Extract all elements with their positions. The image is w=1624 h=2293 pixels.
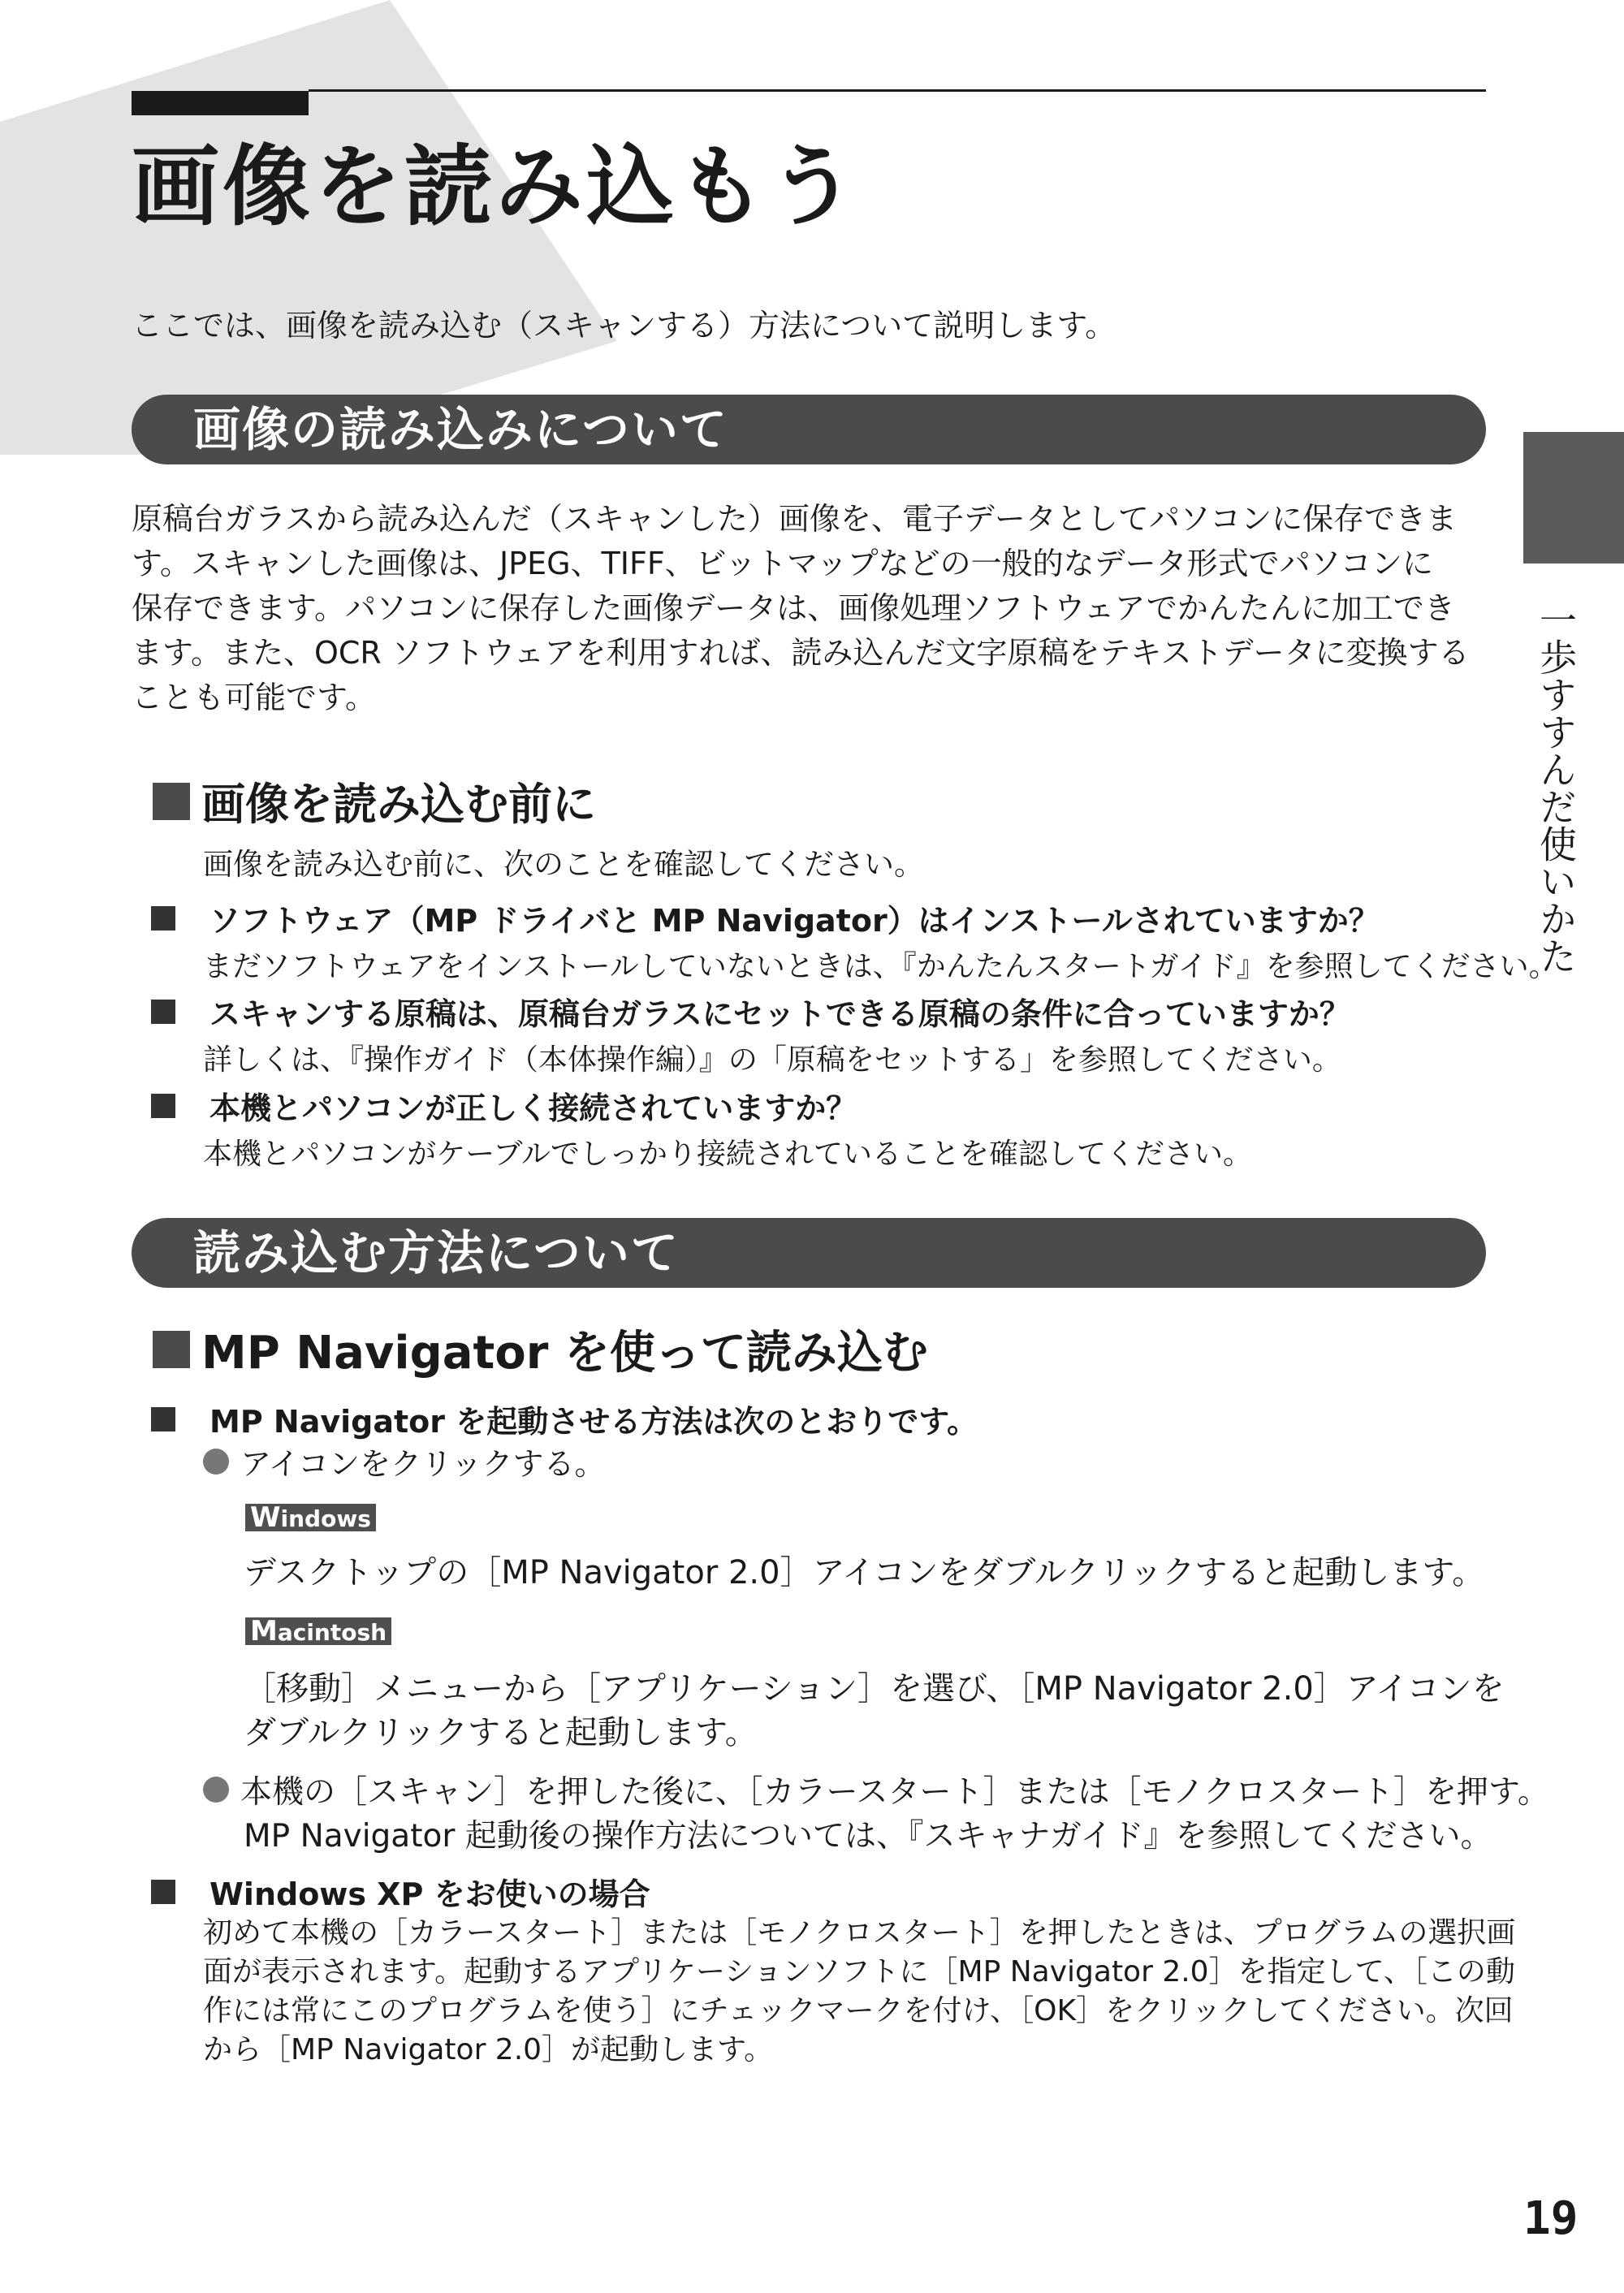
chapter-side-label: 一歩すすんだ使いかた [1534,601,1578,974]
question-text: 本機とパソコンが正しく接続されていますか？ [209,1090,857,1126]
circle-bullet-icon [203,1449,229,1475]
paragraph-line: 原稿台ガラスから読み込んだ（スキャンした）画像を、電子データとしてパソコンに保存できま [132,501,1458,537]
square-bullet-icon [153,1331,190,1368]
answer-text: 本機とパソコンがケーブルでしっかり接続されていることを確認してください。 [203,1138,1253,1171]
question-text: ソフトウェア（MP ドライバと MP Navigator）はインストールされていますか？ [209,903,1380,939]
title-rule-thick [132,91,309,115]
subheading-before-scan [153,770,596,832]
mac-instruction-line: ［移動］メニューから［アプリケーション］を選び、［MP Navigator 2.0］アイコンを [244,1670,1505,1708]
winxp-text-line: 作には常にこのプログラムを使う］にチェックマークを付け、［OK］をクリックしてください。次回 [203,1994,1514,2027]
intro-text: ここでは、画像を読み込む（スキャンする）方法について説明します。 [132,308,1116,343]
paragraph-line: 保存できます。パソコンに保存した画像データは、画像処理ソフトウェアでかんたんに加工でき [132,590,1455,626]
square-bullet-icon [151,1000,175,1024]
bullet-text: 本機の［スキャン］を押した後に、［カラースタート］または［モノクロスタート］を押す。 [240,1774,1549,1811]
mac-instruction-line: ダブルクリックすると起動します。 [244,1714,758,1751]
winxp-text-line: から［MP Navigator 2.0］が起動します。 [203,2033,774,2066]
paragraph-line: ことも可能です。 [132,680,376,715]
title-rule-thin [309,89,1486,92]
page-number: 19 [1523,2192,1579,2245]
question-item [151,896,1380,940]
section1-paragraph [132,497,1488,720]
square-bullet-icon [151,906,175,931]
circle-bullet-icon [203,1777,229,1803]
square-bullet-icon [151,1407,175,1432]
question-item [151,1397,978,1441]
question-text: MP Navigator を起動させる方法は次のとおりです。 [209,1404,978,1440]
square-bullet-icon [151,1094,175,1118]
subheading-mp-navigator [153,1317,928,1382]
bullet-continuation: MP Navigator 起動後の操作方法については、『スキャナガイド』を参照してください。 [244,1818,1492,1855]
bullet-item [203,1767,1549,1812]
subheading-text: MP Navigator を使って読み込む [201,1327,928,1380]
question-item [151,1869,650,1914]
paragraph-line: す。スキャンした画像は、JPEG、TIFF、ビットマップなどの一般的なデータ形式でパソコンに [132,546,1433,581]
winxp-text-line: 面が表示されます。起動するアプリケーションソフトに［MP Navigator 2.0］を指定して、［この動 [203,1955,1515,1989]
section-heading-scan-methods: 読み込む方法について [132,1218,1486,1288]
paragraph-line: ます。また、OCR ソフトウェアを利用すれば、読み込んだ文字原稿をテキストデータに変換する [132,635,1470,671]
page-title: 画像を読み込もう [132,136,860,238]
windows-instruction: デスクトップの［MP Navigator 2.0］アイコンをダブルクリックすると起動します。 [244,1554,1485,1591]
bullet-item [203,1439,606,1483]
winxp-text-line: 初めて本機の［カラースタート］または［モノクロスタート］を押したときは、プログラムの選択画 [203,1916,1516,1950]
square-bullet-icon [153,783,190,820]
question-text: Windows XP をお使いの場合 [209,1876,650,1912]
windows-badge: Windows [245,1504,376,1531]
bullet-text: アイコンをクリックする。 [240,1446,606,1482]
chapter-side-tab [1523,432,1624,564]
question-item [151,1083,857,1128]
section-heading-about-scanning: 画像の読み込みについて [132,395,1486,464]
question-text: スキャンする原稿は、原稿台ガラスにセットできる原稿の条件に合っていますか？ [209,996,1350,1032]
macintosh-badge: Macintosh [245,1617,391,1645]
question-item [151,989,1350,1034]
subheading-text: 画像を読み込む前に [201,779,596,830]
before-scan-lead: 画像を読み込む前に、次のことを確認してください。 [203,847,924,882]
square-bullet-icon [151,1880,175,1904]
answer-text: まだソフトウェアをインストールしていないときは、『かんたんスタートガイド』を参照してください。 [203,950,1558,983]
answer-text: 詳しくは、『操作ガイド（本体操作編）』の「原稿をセットする」を参照してください。 [203,1043,1341,1077]
